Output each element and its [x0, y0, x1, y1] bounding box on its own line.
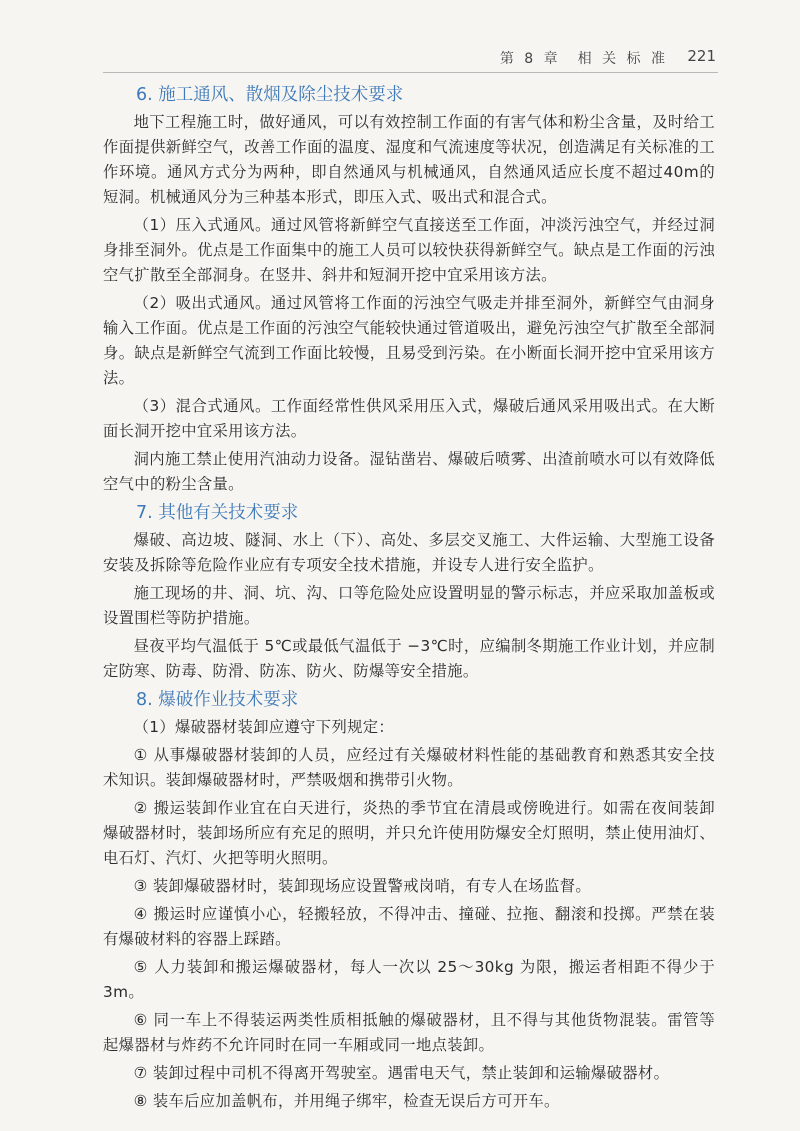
running-header	[103, 42, 718, 73]
list-item: ① 从事爆破器材装卸的人员，应经过有关爆破材料性能的基础教育和熟悉其安全技术知识。装卸爆破器材时，严禁吸烟和携带引火物。	[103, 746, 715, 789]
section-heading-other-requirements: 7. 其他有关技术要求	[136, 503, 299, 523]
page-number: 221	[687, 47, 716, 65]
paragraph: 洞内施工禁止使用汽油动力设备。湿钻凿岩、爆破后喷雾、出渣前喷水可以有效降低空气中的粉尘含量。	[103, 450, 715, 493]
list-item: ⑤ 人力装卸和搬运爆破器材，每人一次以 25～30kg 为限，搬运者相距不得少于3m。	[103, 958, 715, 1001]
paragraph: 地下工程施工时，做好通风，可以有效控制工作面的有害气体和粉尘含量，及时给工作面提供新鲜空气，改善工作面的温度、湿度和气流速度等状况，创造满足有关标准的工作环境。通风方式分为两种，即自然通风与机械通风，自然通风适应长度不超过40m的短洞。机械通风分为三种基本形式，即压入式、吸出式和混合式。	[103, 113, 715, 206]
paragraph: 施工现场的井、洞、坑、沟、口等危险处应设置明显的警示标志，并应采取加盖板或设置围栏等防护措施。	[103, 584, 715, 627]
section-heading-ventilation: 6. 施工通风、散烟及除尘技术要求	[136, 85, 404, 105]
list-item: ⑧ 装车后应加盖帆布，并用绳子绑牢，检查无误后方可开车。	[133, 1092, 560, 1110]
paragraph: 爆破、高边坡、隧洞、水上（下）、高处、多层交叉施工、大件运输、大型施工设备安装及拆除等危险作业应有专项安全技术措施，并设专人进行安全监护。	[103, 531, 715, 574]
chapter-title: 第 8 章 相 关 标 准	[499, 51, 668, 67]
list-item: ③ 装卸爆破器材时，装卸现场应设置警戒岗哨，有专人在场监督。	[133, 877, 591, 895]
paragraph: 昼夜平均气温低于 5℃或最低气温低于 −3℃时，应编制冬期施工作业计划，并应制定防寒、防毒、防滑、防冻、防火、防爆等安全措施。	[103, 637, 715, 680]
list-item: ⑦ 装卸过程中司机不得离开驾驶室。遇雷电天气，禁止装卸和运输爆破器材。	[133, 1064, 670, 1082]
paragraph: （3）混合式通风。工作面经常性供风采用压入式，爆破后通风采用吸出式。在大断面长洞开挖中宜采用该方法。	[103, 397, 715, 440]
list-item: ④ 搬运时应谨慎小心，轻搬轻放，不得冲击、撞碰、拉拖、翻滚和投掷。严禁在装有爆破材料的容器上踩踏。	[103, 905, 715, 948]
list-item: ② 搬运装卸作业宜在白天进行，炎热的季节宜在清晨或傍晚进行。如需在夜间装卸爆破器材时，装卸场所应有充足的照明，并只允许使用防爆安全灯照明，禁止使用油灯、电石灯、汽灯、火把等明火照明。	[103, 799, 715, 867]
list-item: ⑥ 同一车上不得装运两类性质相抵触的爆破器材，且不得与其他货物混装。雷管等起爆器材与炸药不允许同时在同一车厢或同一地点装卸。	[103, 1011, 715, 1054]
paragraph: （1）压入式通风。通过风管将新鲜空气直接送至工作面，冲淡污浊空气，并经过洞身排至洞外。优点是工作面集中的施工人员可以较快获得新鲜空气。缺点是工作面的污浊空气扩散至全部洞身。在竖井、斜井和短洞开挖中宜采用该方法。	[103, 216, 715, 284]
body-text	[103, 80, 715, 1114]
paragraph: （1）爆破器材装卸应遵守下列规定：	[133, 718, 395, 736]
paragraph: （2）吸出式通风。通过风管将工作面的污浊空气吸走并排至洞外，新鲜空气由洞身输入工作面。优点是工作面的污浊空气能较快通过管道吸出，避免污浊空气扩散至全部洞身。缺点是新鲜空气流到工作面比较慢，且易受到污染。在小断面长洞开挖中宜采用该方法。	[103, 294, 715, 387]
section-heading-blasting: 8. 爆破作业技术要求	[136, 690, 299, 710]
